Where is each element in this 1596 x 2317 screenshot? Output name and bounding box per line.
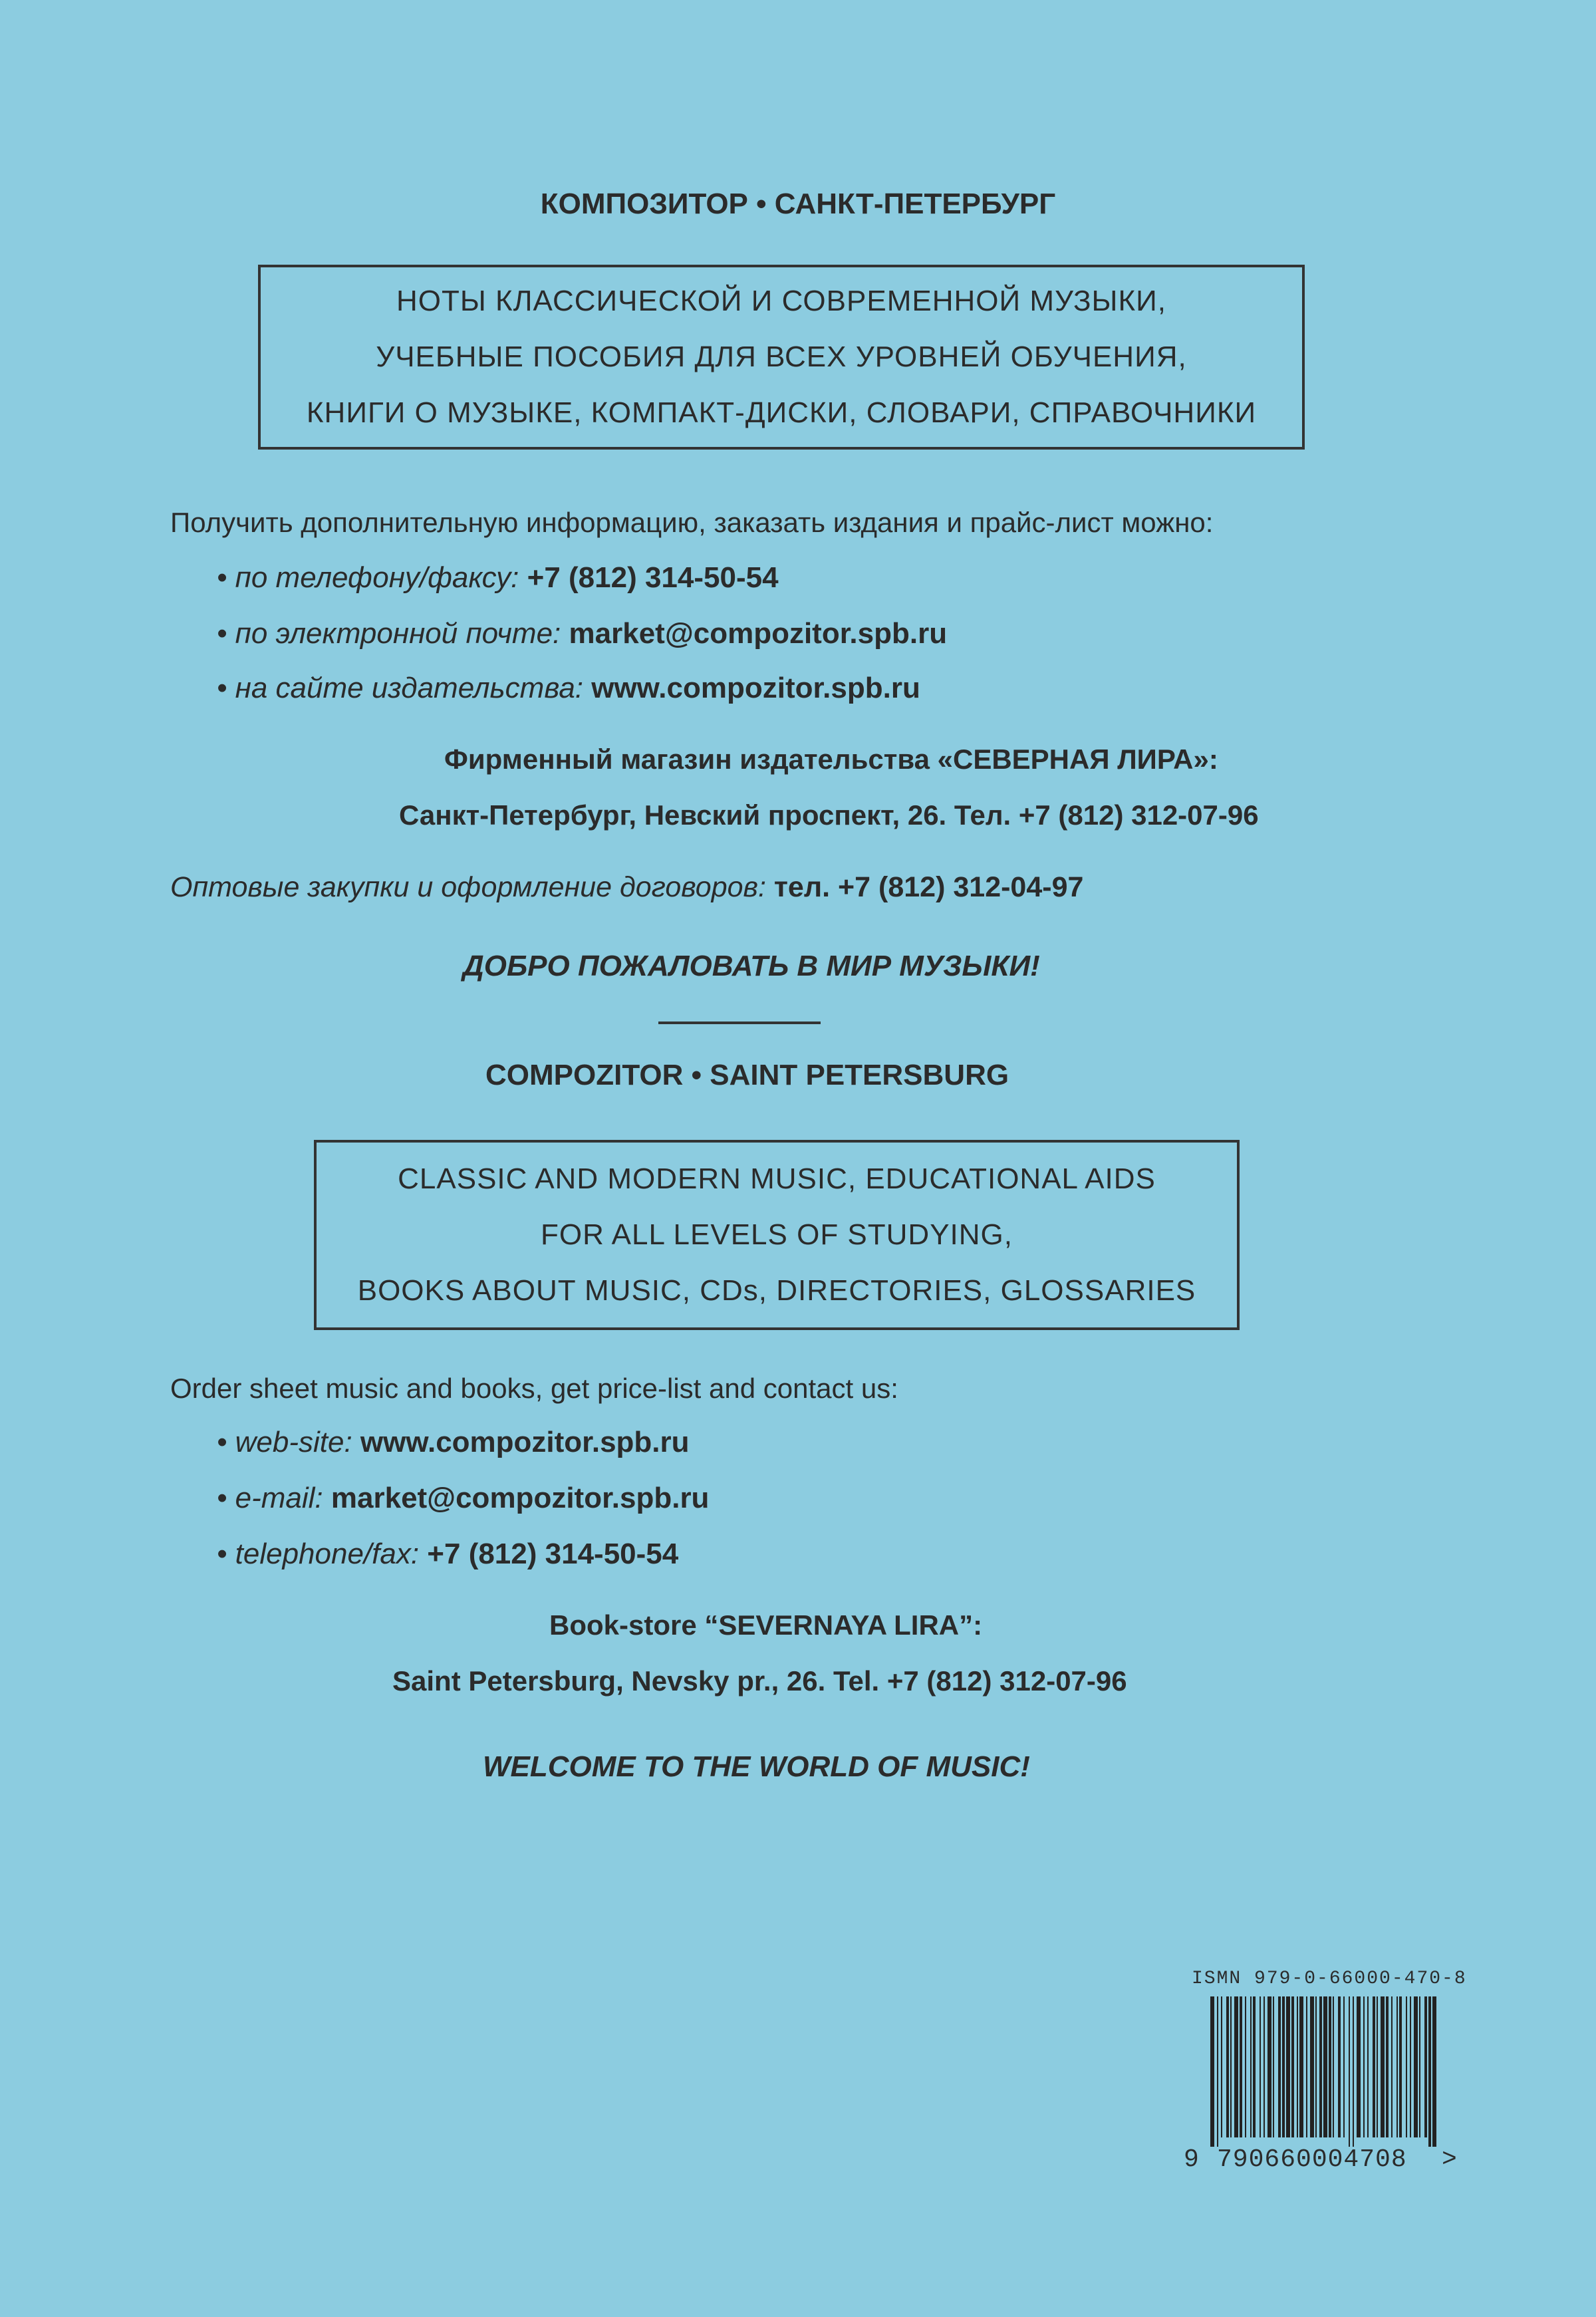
- barcode-bar: [1306, 1996, 1307, 2137]
- barcode-bar: [1217, 1996, 1218, 2147]
- ru-intro: Получить дополнительную информацию, заказать издания и прайс-лист можно:: [170, 507, 1214, 538]
- en-contact-website: [217, 1426, 690, 1459]
- en-box-line: CLASSIC AND MODERN MUSIC, EDUCATIONAL AIDS: [398, 1162, 1156, 1195]
- barcode-arrow: >: [1442, 2145, 1457, 2174]
- barcode-bar: [1410, 1996, 1411, 2137]
- ru-store-address: Санкт-Петербург, Невский проспект, 26. Тел. +7 (812) 312-07-96: [399, 799, 1259, 831]
- en-store-title: Book-store “SEVERNAYA LIRA”:: [549, 1609, 983, 1641]
- contact-label: • по электронной почте:: [217, 617, 569, 650]
- contact-value: market@compozitor.spb.ru: [569, 617, 948, 650]
- ru-contact-phone: [217, 561, 779, 595]
- barcode-bar: [1278, 1996, 1281, 2137]
- ru-wholesale: [170, 871, 1083, 904]
- contact-value: market@compozitor.spb.ru: [331, 1482, 710, 1514]
- barcode-bar: [1245, 1996, 1246, 2137]
- barcode-bar: [1333, 1996, 1334, 2137]
- barcode-bar: [1250, 1996, 1252, 2137]
- contact-label: • по телефону/факсу:: [217, 561, 527, 594]
- barcode-bar: [1240, 1996, 1242, 2137]
- barcode-bar: [1406, 1996, 1407, 2137]
- contact-label: • telephone/fax:: [217, 1538, 428, 1570]
- barcode-bar: [1286, 1996, 1290, 2137]
- en-header: COMPOZITOR • SAINT PETERSBURG: [485, 1059, 1009, 1091]
- barcode-bar: [1373, 1996, 1375, 2137]
- barcode-bar: [1386, 1996, 1389, 2137]
- barcode-bar: [1310, 1996, 1314, 2137]
- ru-contact-website: [217, 672, 920, 705]
- contact-label: • web-site:: [217, 1426, 360, 1458]
- barcode-bar: [1381, 1996, 1385, 2137]
- contact-value: +7 (812) 314-50-54: [527, 561, 779, 594]
- barcode-digits: 790660004708: [1217, 2145, 1407, 2174]
- en-contact-email: [217, 1482, 709, 1515]
- barcode-bar: [1363, 1996, 1365, 2137]
- barcode-bar: [1432, 1996, 1436, 2147]
- barcode-bar: [1210, 1996, 1214, 2147]
- ru-catalog-box: [258, 265, 1305, 450]
- barcode-bar: [1329, 1996, 1331, 2137]
- contact-label: • e-mail:: [217, 1482, 331, 1514]
- barcode-bar: [1319, 1996, 1322, 2137]
- barcode-bar: [1396, 1996, 1398, 2137]
- ru-header: КОМПОЗИТОР • САНКТ-ПЕТЕРБУРГ: [540, 188, 1056, 220]
- barcode-bar: [1428, 1996, 1431, 2147]
- barcode-bar: [1353, 1996, 1354, 2147]
- barcode-bar: [1399, 1996, 1402, 2137]
- barcode-bar: [1338, 1996, 1341, 2137]
- ru-box-line: УЧЕБНЫЕ ПОСОБИЯ ДЛЯ ВСЕХ УРОВНЕЙ ОБУЧЕНИЯ,: [376, 341, 1187, 373]
- barcode-bar: [1299, 1996, 1303, 2137]
- en-contact-phone: [217, 1538, 678, 1571]
- contact-value: +7 (812) 314-50-54: [427, 1538, 679, 1570]
- ru-welcome: ДОБРО ПОЖАЛОВАТЬ В МИР МУЗЫКИ!: [463, 950, 1040, 982]
- wholesale-value: тел. +7 (812) 312-04-97: [773, 871, 1084, 903]
- barcode-bar: [1253, 1996, 1256, 2137]
- en-catalog-box: [314, 1140, 1240, 1330]
- barcode-bar: [1282, 1996, 1285, 2137]
- barcode-bar: [1424, 1996, 1427, 2137]
- barcode-bar: [1343, 1996, 1345, 2137]
- ru-store-title: Фирменный магазин издательства «СЕВЕРНАЯ ЛИРА»:: [444, 744, 1218, 775]
- barcode-bar: [1226, 1996, 1229, 2137]
- en-store-address: Saint Petersburg, Nevsky pr., 26. Tel. +7 (812) 312-07-96: [392, 1665, 1127, 1697]
- en-welcome: WELCOME TO THE WORLD OF MUSIC!: [483, 1750, 1030, 1783]
- section-divider: [658, 1022, 821, 1024]
- barcode-bar: [1357, 1996, 1361, 2137]
- barcode-bar: [1234, 1996, 1238, 2137]
- barcode-bar: [1315, 1996, 1317, 2137]
- ru-box-line: КНИГИ О МУЗЫКЕ, КОМПАКТ-ДИСКИ, СЛОВАРИ, СПРАВОЧНИКИ: [306, 396, 1257, 429]
- contact-label: • на сайте издательства:: [217, 672, 592, 704]
- barcode-bar: [1221, 1996, 1222, 2137]
- en-box-line: FOR ALL LEVELS OF STUDYING,: [540, 1218, 1013, 1251]
- contact-value: www.compozitor.spb.ru: [360, 1426, 690, 1458]
- barcode-bar: [1297, 1996, 1298, 2137]
- barcode-bar: [1391, 1996, 1393, 2137]
- barcode-bar: [1367, 1996, 1369, 2137]
- barcode-bar: [1260, 1996, 1261, 2137]
- ru-box-line: НОТЫ КЛАССИЧЕСКОЙ И СОВРЕМЕННОЙ МУЗЫКИ,: [396, 285, 1166, 317]
- ru-contact-email: [217, 617, 947, 650]
- ismn-text: ISMN 979-0-66000-470-8: [1192, 1969, 1467, 1989]
- barcode-bar: [1349, 1996, 1350, 2147]
- barcode-bar: [1414, 1996, 1418, 2137]
- barcode-bar: [1230, 1996, 1232, 2137]
- barcode-bar: [1273, 1996, 1274, 2137]
- en-intro: Order sheet music and books, get price-list and contact us:: [170, 1373, 898, 1404]
- barcode-icon: [1210, 1996, 1436, 2147]
- barcode-bar: [1419, 1996, 1420, 2137]
- contact-value: www.compozitor.spb.ru: [591, 672, 920, 704]
- barcode-bar: [1323, 1996, 1327, 2137]
- barcode-digit-first: 9: [1184, 2145, 1199, 2174]
- barcode-bar: [1264, 1996, 1265, 2137]
- wholesale-label: Оптовые закупки и оформление договоров:: [170, 871, 774, 903]
- barcode-bar: [1291, 1996, 1294, 2137]
- en-box-line: BOOKS ABOUT MUSIC, CDs, DIRECTORIES, GLOSSARIES: [357, 1274, 1196, 1307]
- barcode-bar: [1267, 1996, 1271, 2137]
- barcode-bar: [1377, 1996, 1378, 2137]
